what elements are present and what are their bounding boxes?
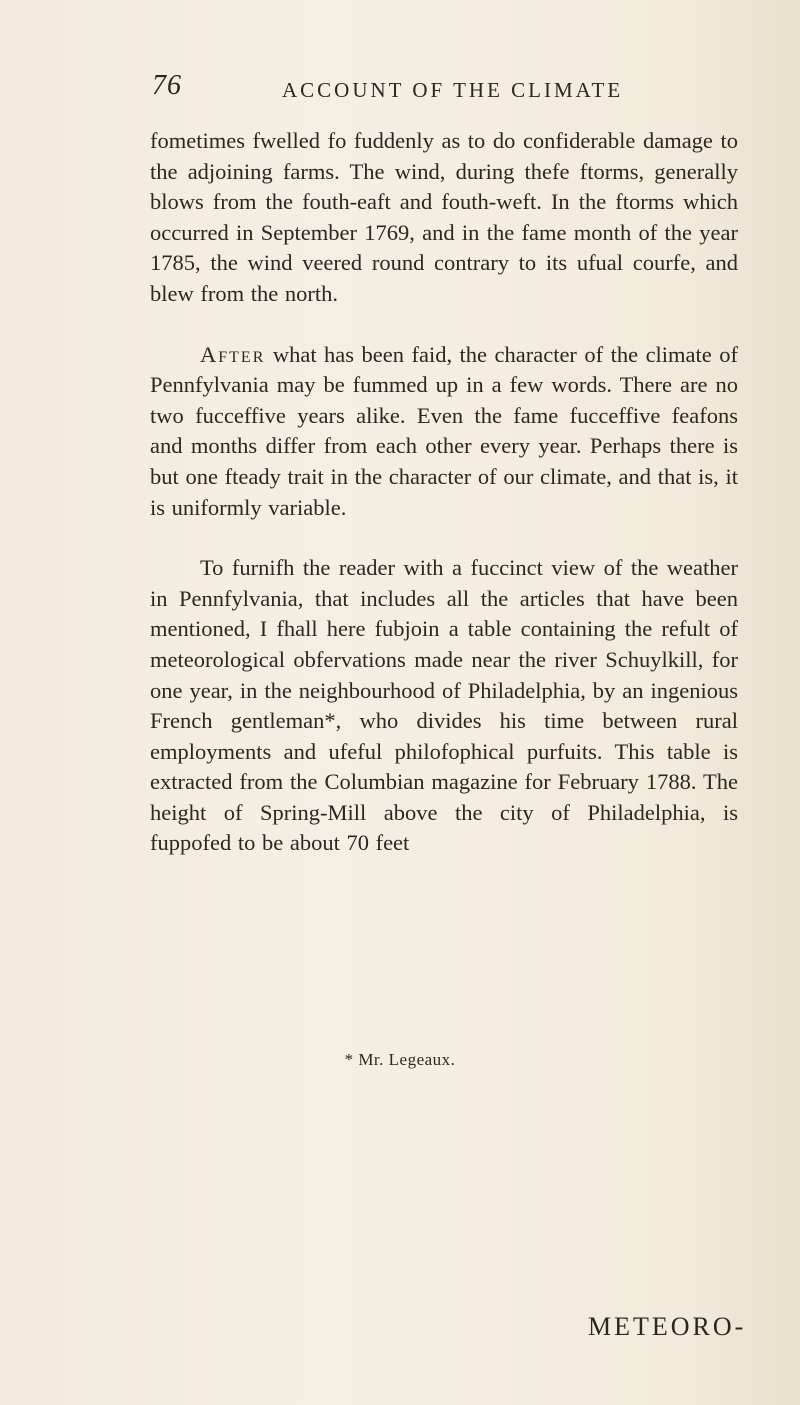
paragraph-character-of-climate (150, 340, 738, 524)
page-header (150, 70, 730, 106)
running-head: ACCOUNT OF THE CLIMATE (282, 78, 624, 102)
paragraph-meteorological-table: To furnifh the reader with a fuccinct view of the weather in Pennfylvania, that includes all the articles that have been mentioned, I fhall here fubjoin a table containing the refult of meteorological obfervations made near the river Schuylkill, for one year, in the neighbourhood of Philadelphia, by an ingenious French gentleman*, who divides his time between rural employments and ufeful philofophical purfuits. This table is extracted from the Columbian magazine for February 1788. The height of Spring-Mill above the city of Philadelphia, is fuppofed to be about 70 feet (150, 555, 738, 856)
catchword: METEORO- (588, 1312, 747, 1341)
body-text (150, 126, 738, 859)
paragraph-storms: fometimes fwelled fo fuddenly as to do confiderable damage to the adjoining farms. The wind, during thefe ftorms, generally blows from the fouth-eaft and fouth-weft. In the ftorms which occurred in September 1769, and in the fame month of the year 1785, the wind veered round contrary to its ufual courfe, and blew from the north. (150, 128, 738, 306)
paragraph-lead-word: After (200, 341, 266, 367)
footnote: * Mr. Legeaux. (344, 1050, 456, 1069)
page-number: 76 (152, 70, 182, 101)
paragraph-body: what has been faid, the character of the climate of Pennfylvania may be fummed up in a few words. There are no two fucceffive years alike. Even the fame fucceffive feafons and months differ from each other every year. Perhaps there is but one fteady trait in the character of our climate, and that is, it is uniformly variable. (150, 341, 738, 520)
